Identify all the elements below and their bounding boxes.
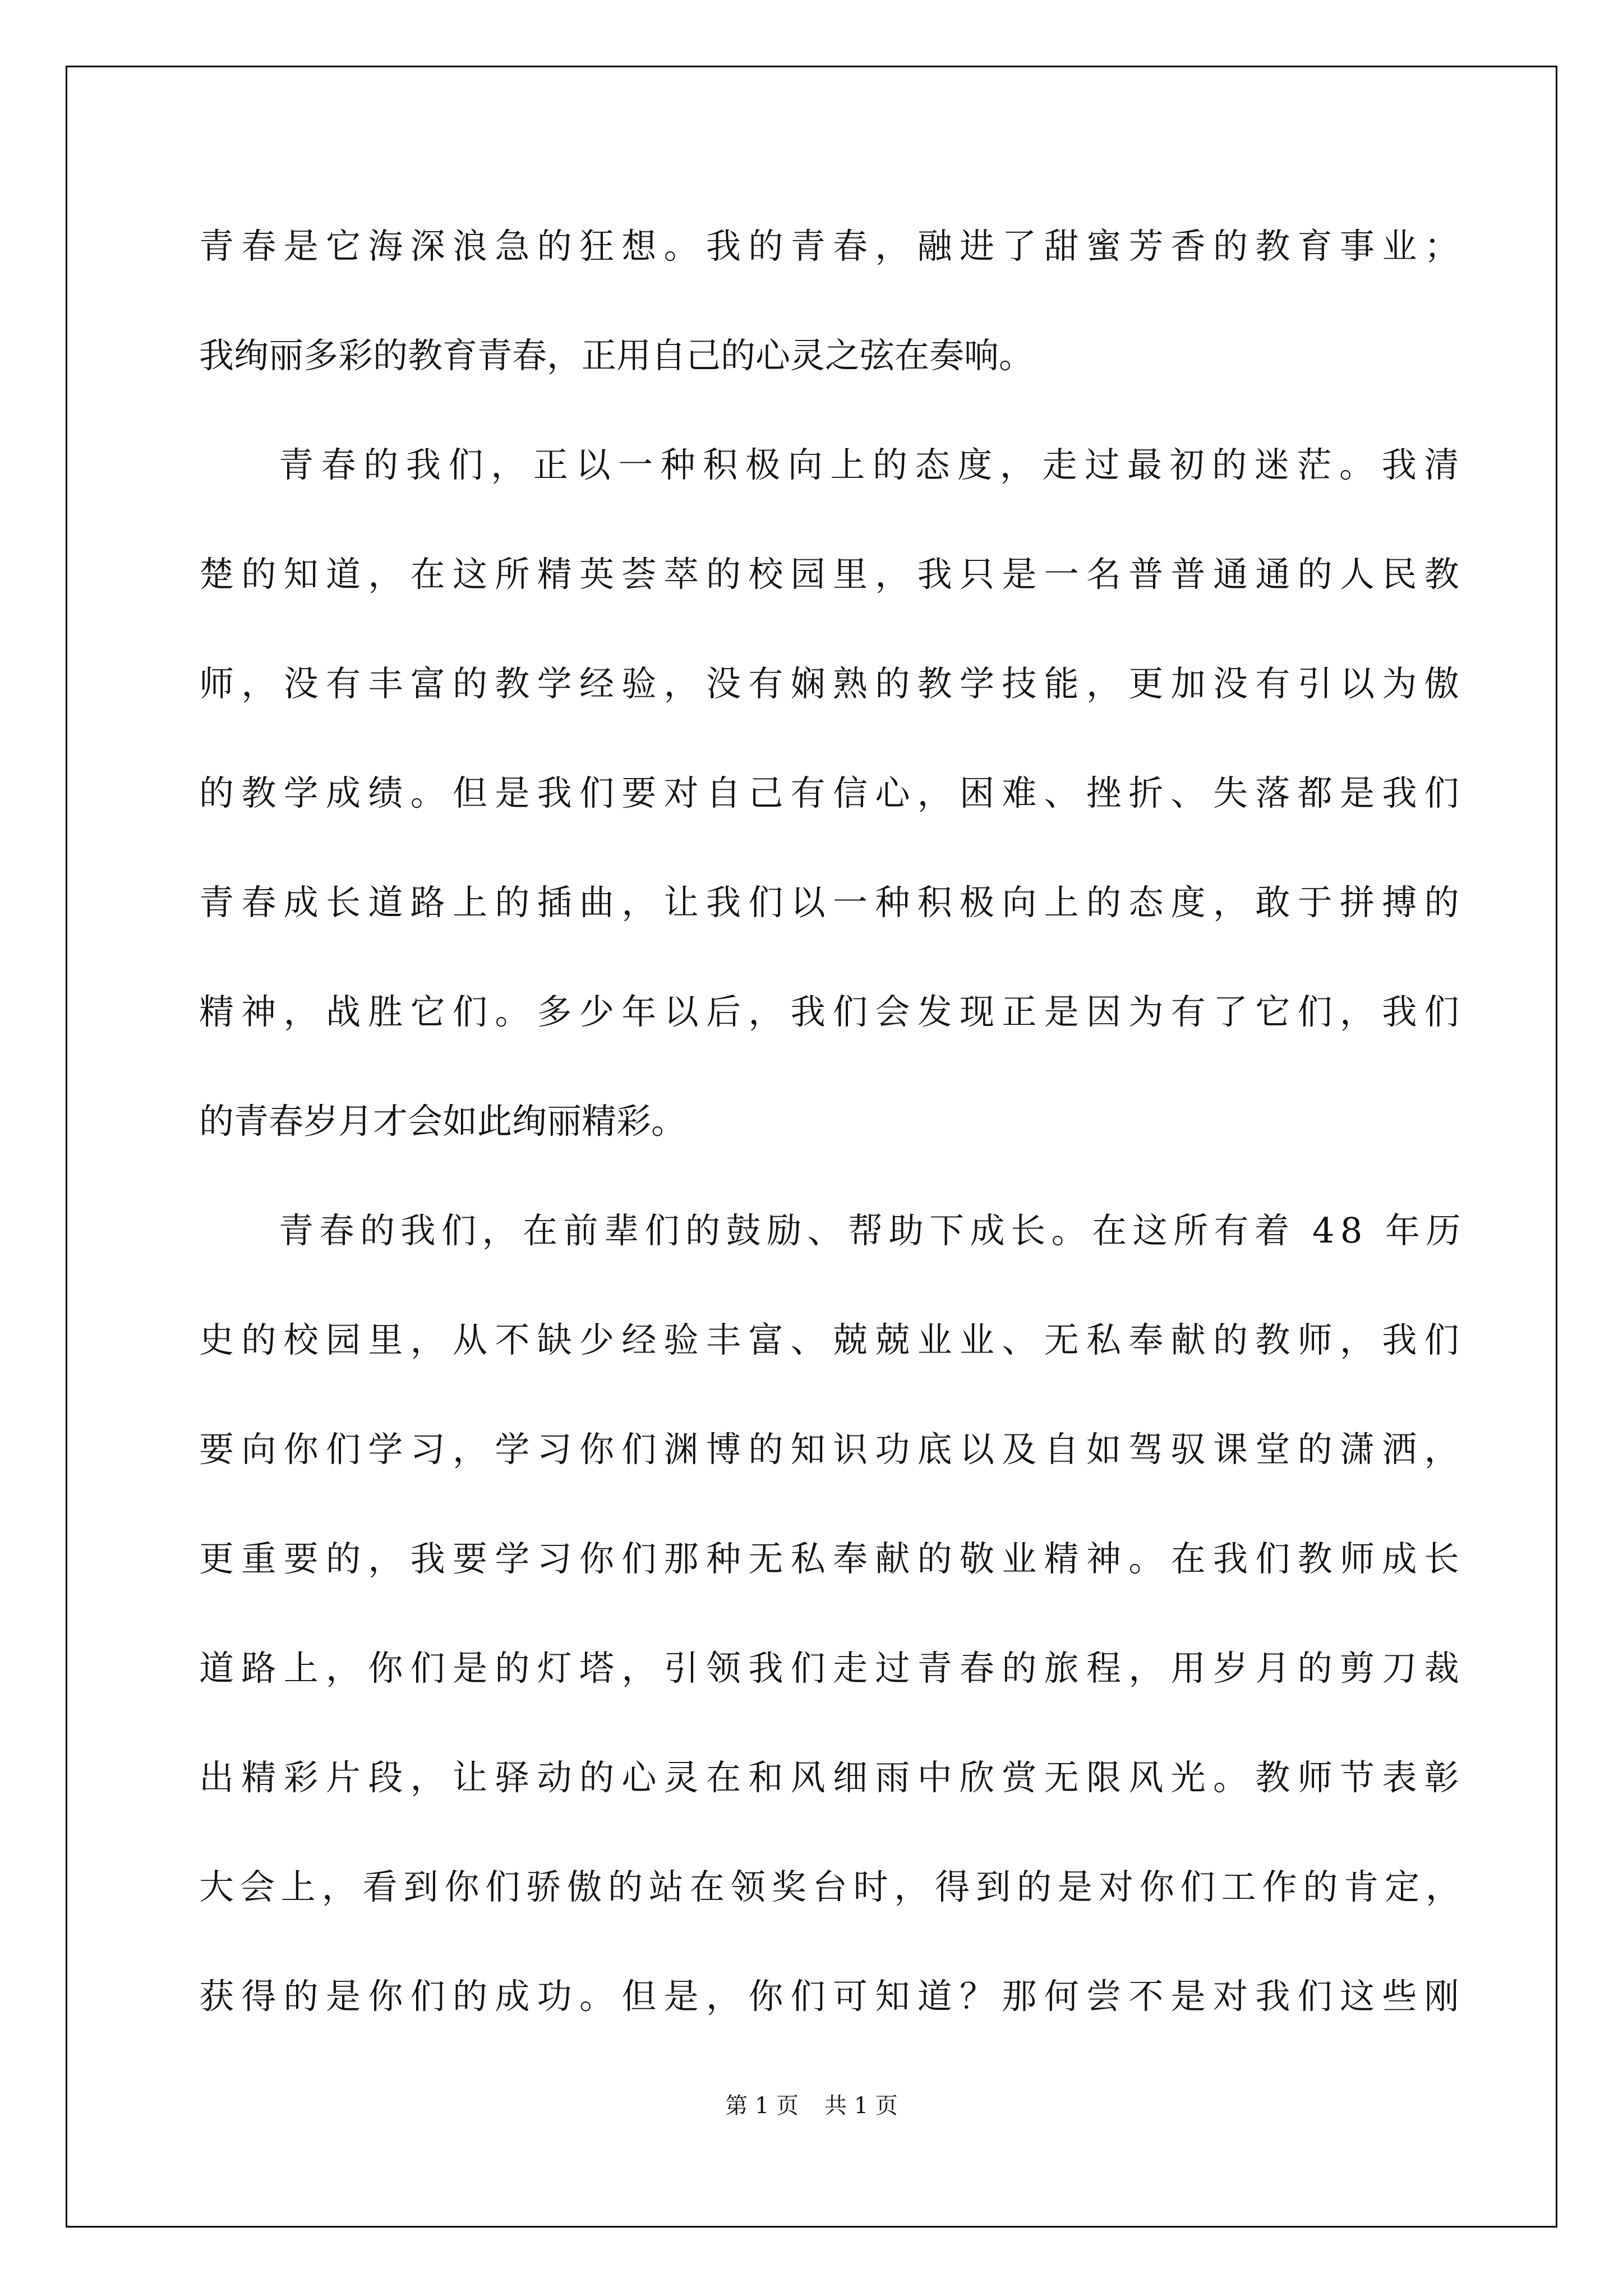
text-line: 师，没有丰富的教学经验，没有娴熟的教学技能，更加没有引以为傲 — [199, 663, 1467, 704]
text-line: 更重要的，我要学习你们那种无私奉献的敬业精神。在我们教师成长 — [199, 1538, 1467, 1579]
text-line: 获得的是你们的成功。但是，你们可知道？那何尝不是对我们这些刚 — [199, 1976, 1467, 2017]
paragraph-first-line: 青春的我们，在前辈们的鼓励、帮助下成长。在这所有着 48 年历 — [279, 1210, 1467, 1251]
page-number: 第 1 页 — [725, 2093, 799, 2119]
text-line: 青春成长道路上的插曲，让我们以一种积极向上的态度，敢于拼搏的 — [199, 882, 1467, 923]
text-line: 的教学成绩。但是我们要对自己有信心，困难、挫折、失落都是我们 — [199, 772, 1467, 813]
page-total: 共 1 页 — [824, 2093, 898, 2119]
text-line: 精神，战胜它们。多少年以后，我们会发现正是因为有了它们，我们 — [199, 991, 1467, 1032]
text-line: 要向你们学习，学习你们渊博的知识功底以及自如驾驭课堂的潇洒， — [199, 1429, 1467, 1470]
text-line: 出精彩片段，让驿动的心灵在和风细雨中欣赏无限风光。教师节表彰 — [199, 1757, 1467, 1798]
paragraph-first-line: 青春的我们，正以一种积极向上的态度，走过最初的迷茫。我清 — [279, 444, 1467, 485]
text-line: 史的校园里，从不缺少经验丰富、兢兢业业、无私奉献的教师，我们 — [199, 1319, 1467, 1360]
document-body — [199, 191, 1467, 2051]
text-line: 大会上，看到你们骄傲的站在领奖台时，得到的是对你们工作的肯定， — [199, 1866, 1467, 1907]
text-line: 楚的知道，在这所精英荟萃的校园里，我只是一名普普通通的人民教 — [199, 554, 1467, 595]
text-line: 道路上，你们是的灯塔，引领我们走过青春的旅程，用岁月的剪刀裁 — [199, 1648, 1467, 1688]
text-line: 的青春岁月才会如此绚丽精彩。 — [199, 1101, 686, 1142]
page-footer — [0, 2088, 1623, 2120]
text-line: 我绚丽多彩的教育青春，正用自己的心灵之弦在奏响。 — [199, 335, 1034, 376]
text-line: 青春是它海深浪急的狂想。我的青春，融进了甜蜜芳香的教育事业； — [199, 226, 1467, 266]
